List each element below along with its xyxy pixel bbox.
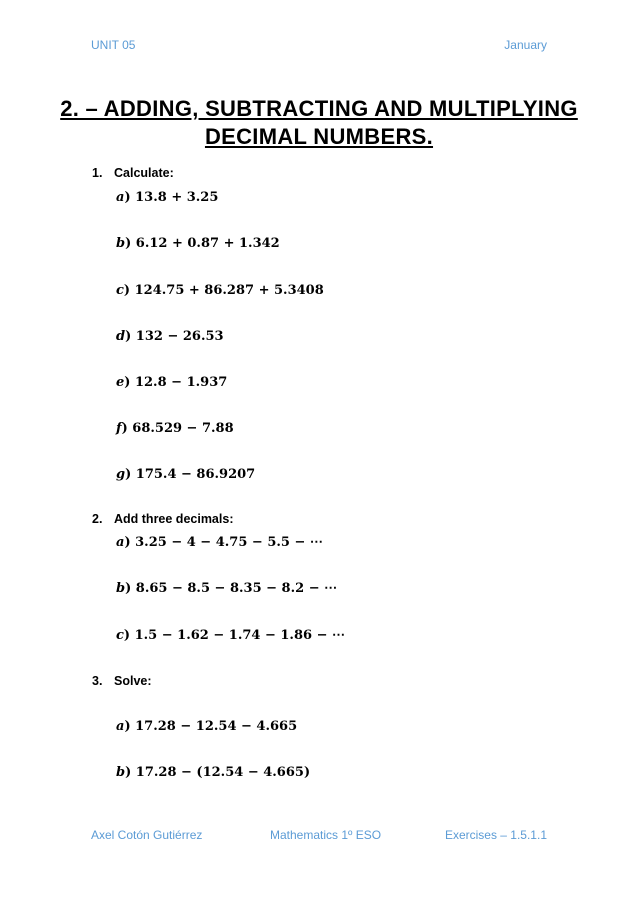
item-letter: b [116,581,126,596]
item-letter: a [116,535,125,550]
item-letter: d [116,329,126,344]
exercise-1d: d) 132 − 26.53 [116,329,224,344]
question-label: Calculate: [114,166,174,180]
expression: 175.4 − 86.9207 [135,467,256,482]
footer-exercise: Exercises – 1.5.1.1 [444,828,547,842]
question-3-heading [92,674,152,688]
question-label: Solve: [114,674,152,688]
question-number: 3. [92,674,103,688]
exercise-1e: e) 12.8 − 1.937 [116,375,228,390]
question-number: 1. [92,166,103,180]
question-label: Add three decimals: [114,512,234,526]
expression: 3.25 − 4 − 4.75 − 5.5 − ⋯ [135,535,323,550]
expression: 17.28 − 12.54 − 4.665 [135,719,298,734]
exercise-1g: g) 175.4 − 86.9207 [116,467,256,482]
header-unit: UNIT 05 [91,38,136,52]
exercise-1c: c) 124.75 + 86.287 + 5.3408 [116,283,324,298]
footer-author: Axel Cotón Gutiérrez [91,828,203,842]
question-number: 2. [92,512,103,526]
exercise-2c: c) 1.5 − 1.62 − 1.74 − 1.86 − ⋯ [116,628,345,643]
question-1-heading [92,166,174,180]
item-letter: a [116,719,125,734]
expression: 68.529 − 7.88 [132,421,234,436]
title-line-2: DECIMAL NUMBERS. [204,124,434,149]
expression: 17.28 − (12.54 − 4.665) [135,765,311,780]
item-letter: e [116,375,125,390]
question-2-heading [92,512,233,526]
expression: 6.12 + 0.87 + 1.342 [135,236,280,251]
item-letter: b [116,236,126,251]
title-line-1: 2. – ADDING, SUBTRACTING AND MULTIPLYING [60,96,578,121]
expression: 13.8 + 3.25 [135,190,219,205]
exercise-1f: f) 68.529 − 7.88 [116,421,234,436]
exercise-1b: b) 6.12 + 0.87 + 1.342 [116,236,280,251]
item-letter: f [116,421,122,436]
expression: 8.65 − 8.5 − 8.35 − 8.2 − ⋯ [135,581,338,596]
exercise-2b: b) 8.65 − 8.5 − 8.35 − 8.2 − ⋯ [116,581,338,596]
page-title [60,95,578,151]
exercise-2a: a) 3.25 − 4 − 4.75 − 5.5 − ⋯ [116,535,323,550]
item-letter: g [116,467,126,482]
item-letter: b [116,765,126,780]
expression: 12.8 − 1.937 [134,375,228,390]
expression: 124.75 + 86.287 + 5.3408 [134,283,324,298]
item-letter: c [116,628,124,643]
exercise-1a: a) 13.8 + 3.25 [116,190,219,205]
expression: 132 − 26.53 [135,329,224,344]
item-letter: c [116,283,124,298]
exercise-3a: a) 17.28 − 12.54 − 4.665 [116,719,298,734]
footer-course: Mathematics 1º ESO [270,828,382,842]
item-letter: a [116,190,125,205]
expression: 1.5 − 1.62 − 1.74 − 1.86 − ⋯ [134,628,345,643]
header-month: January [504,38,547,52]
exercise-3b: b) 17.28 − (12.54 − 4.665) [116,765,311,780]
